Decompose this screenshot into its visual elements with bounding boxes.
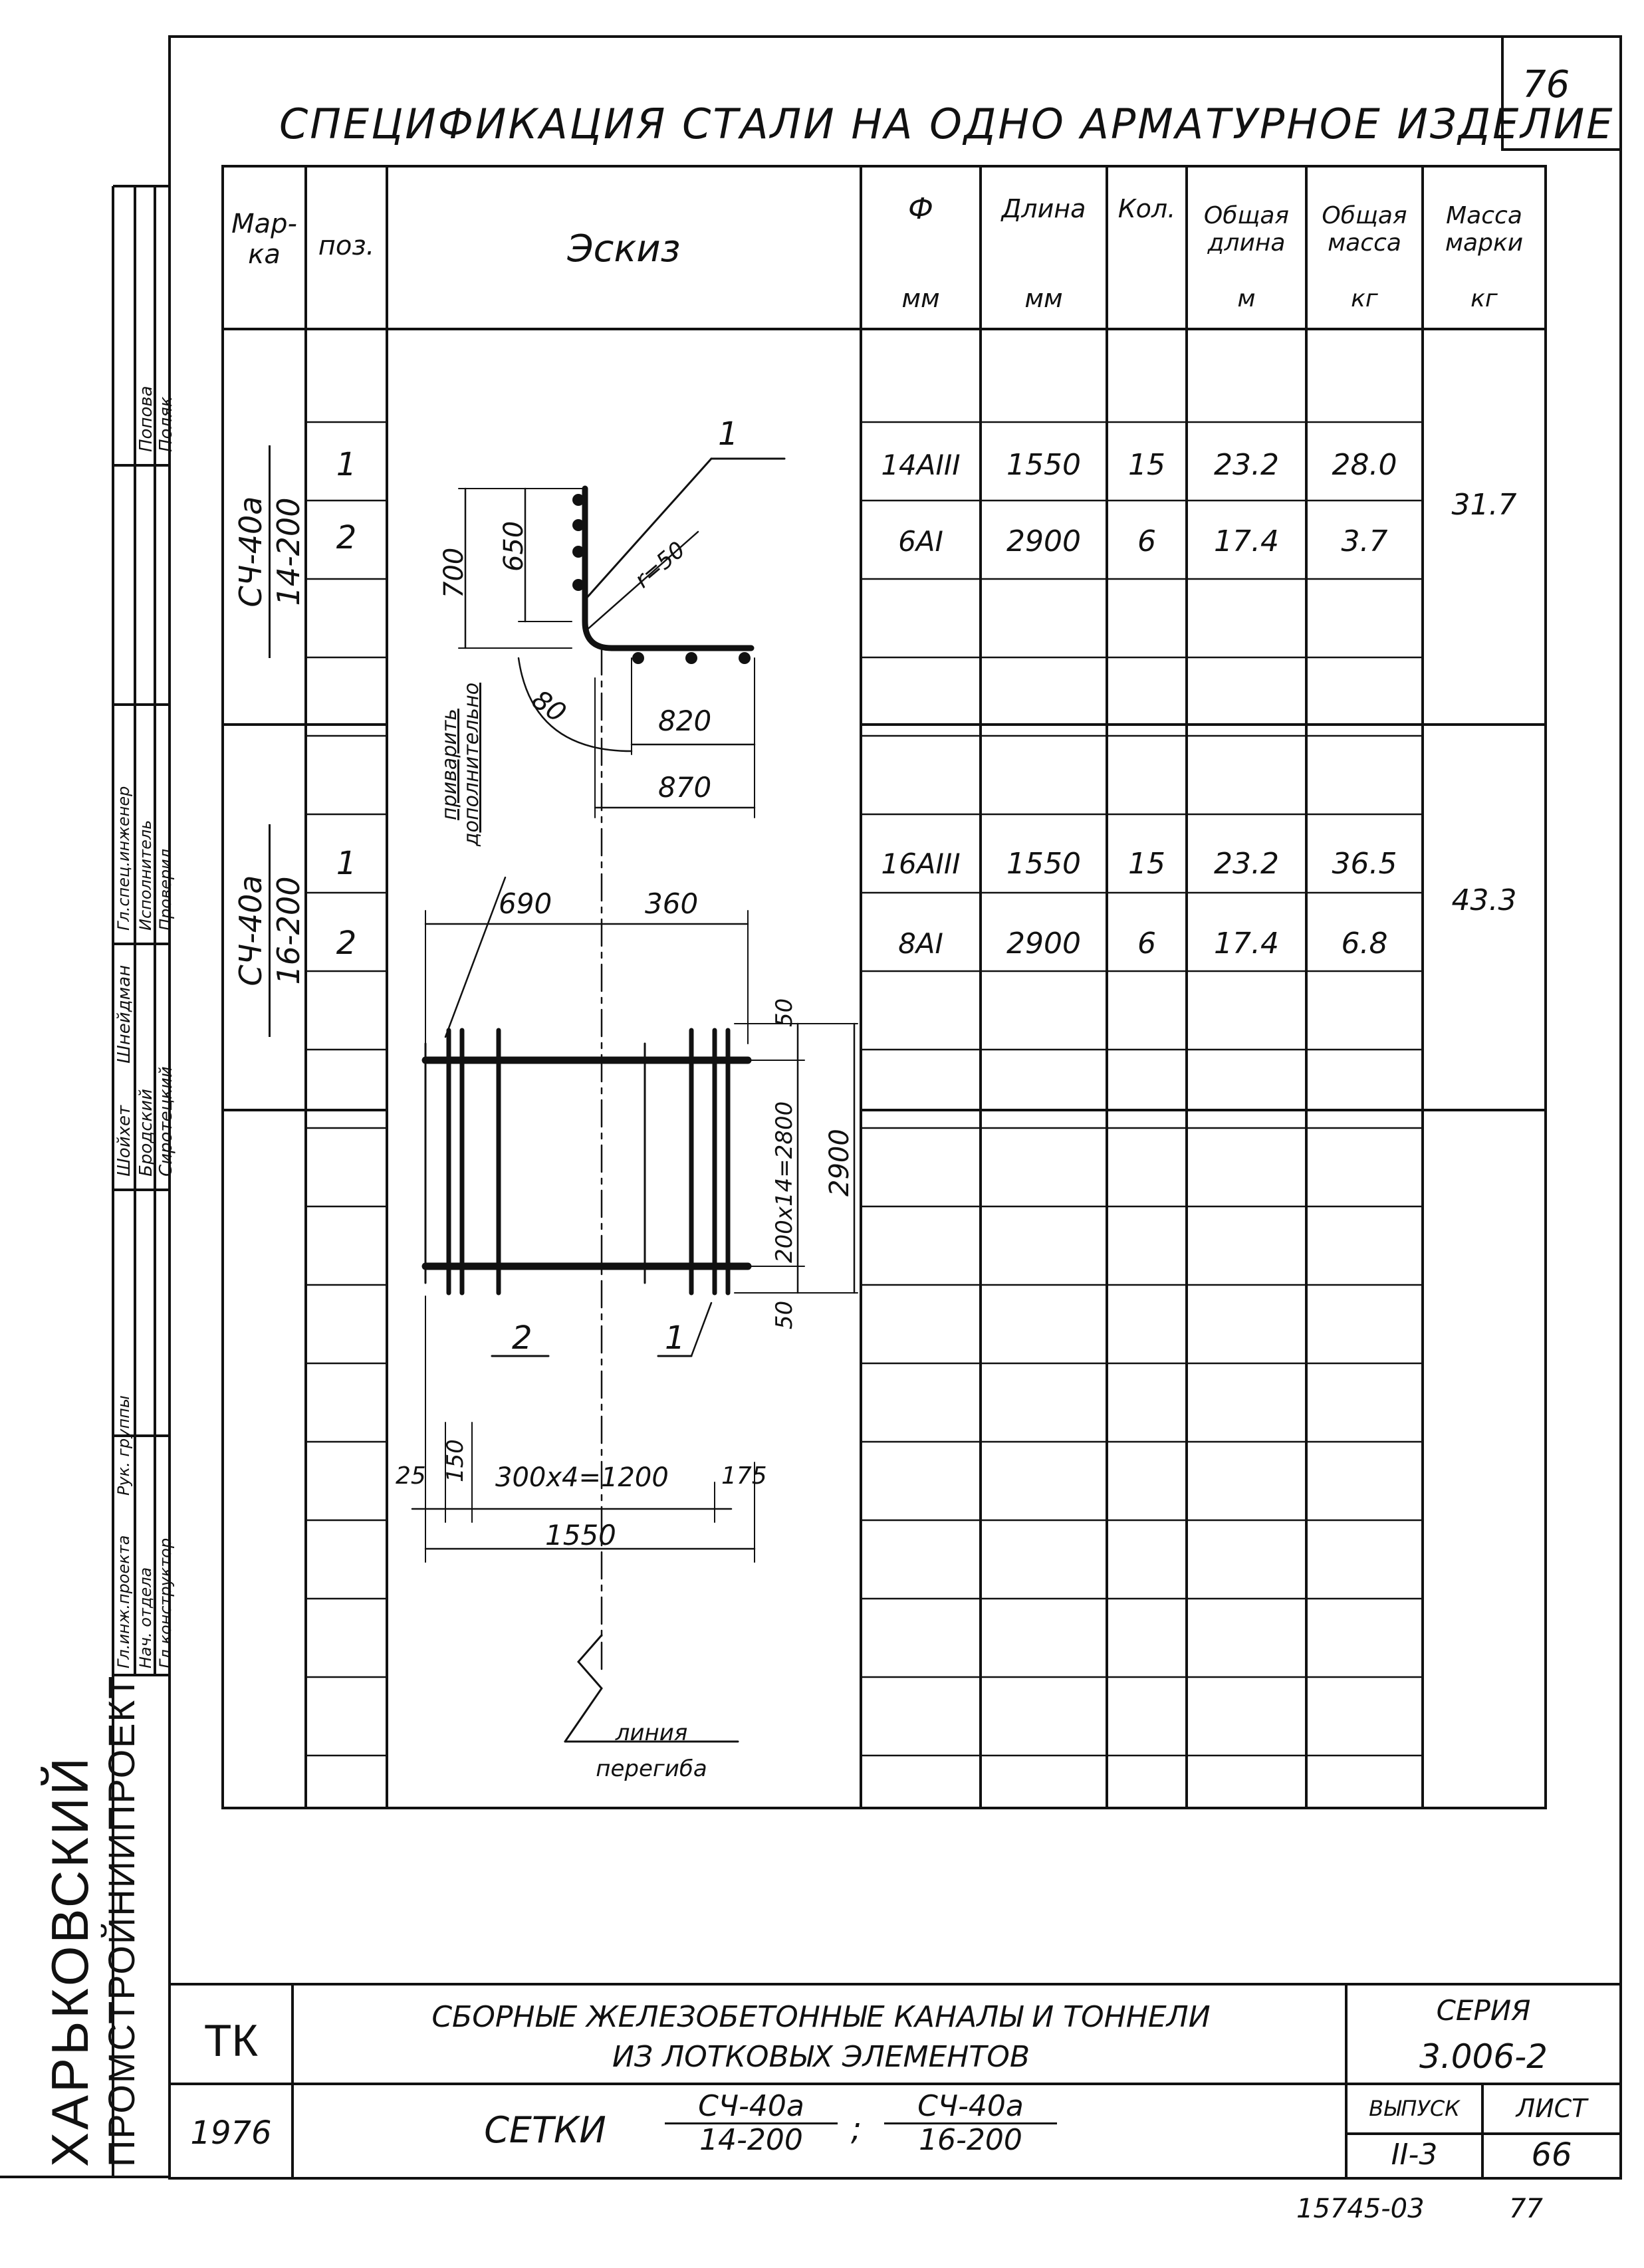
role2-2: Исполнитель <box>136 820 155 931</box>
header-mark-mass: Масса марки <box>1445 201 1524 257</box>
mark-1-bottom: 14-200 <box>271 497 306 606</box>
tb-sheet-label: ЛИСТ <box>1516 2093 1587 2123</box>
role2-1: Гл.спец.инженер <box>114 786 133 931</box>
mark-2-tlen-1: 23.2 <box>1214 846 1279 881</box>
tb-series-label: СЕРИЯ <box>1436 1993 1531 2027</box>
header-mark-mass-unit: кг <box>1470 285 1498 313</box>
dim-80: 80 <box>526 684 572 729</box>
org-name-line1: ХАРЬКОВСКИЙ <box>41 1755 99 2167</box>
header-poz: поз. <box>318 231 375 261</box>
dim-25: 25 <box>396 1462 426 1490</box>
archive-code: 15745-03 <box>1296 2194 1425 2224</box>
mark-2-qty-2: 6 <box>1137 926 1156 961</box>
dim-50-bottom: 50 <box>771 1300 798 1329</box>
mark-2-len-1: 1550 <box>1006 846 1081 881</box>
tb-sheet-title: СЕТКИ <box>484 2108 606 2151</box>
tb-frac2-top: СЧ-40а <box>884 2091 1057 2124</box>
org-name-line2: ПРОМСТРОЙНИИПРОЕКТ <box>100 1674 142 2167</box>
surname-4: Шнейдман <box>114 964 134 1064</box>
role-3: Гл.конструктор <box>156 1537 175 1668</box>
header-length-unit: мм <box>1024 284 1063 314</box>
header-total-mass-unit: кг <box>1351 285 1378 313</box>
mark-2-poz-1: 1 <box>336 845 357 883</box>
header-diameter: Ф <box>908 191 933 226</box>
tb-frac1-top: СЧ-40а <box>665 2091 838 2124</box>
tb-project-line2: ИЗ ЛОТКОВЫХ ЭЛЕМЕНТОВ <box>612 2039 1030 2074</box>
mark-2-label <box>233 824 306 1037</box>
mark-1-diam-1: 14АIII <box>881 448 961 481</box>
header-eskiz: Эскиз <box>567 227 681 271</box>
sketch-pos1-label: 1 <box>665 1319 685 1357</box>
mark-1-len-1: 1550 <box>1006 447 1081 482</box>
mark-1-poz-2: 2 <box>336 519 357 557</box>
mark-2-tmass-1: 36.5 <box>1332 846 1397 881</box>
bend-line-label: линия перегиба <box>596 1720 707 1783</box>
role-2: Нач. отдела <box>136 1567 155 1668</box>
tb-frac1-bottom: 14-200 <box>699 2123 803 2158</box>
dim-175: 175 <box>721 1462 767 1490</box>
mark-2-qty-1: 15 <box>1128 846 1165 881</box>
surname-1: Шойхет <box>114 1105 134 1177</box>
tb-year: 1976 <box>190 2114 272 2152</box>
mark-2-bottom: 16-200 <box>271 876 306 985</box>
header-total-mass: Общая масса <box>1322 201 1407 257</box>
mark-2-poz-2: 2 <box>336 925 357 963</box>
page-number: 77 <box>1509 2194 1543 2224</box>
mark-2-tmass-2: 6.8 <box>1341 926 1388 961</box>
role-1: Гл.инж.проекта <box>114 1535 133 1668</box>
header-length: Длина <box>1001 194 1086 224</box>
tb-sheet-value: 66 <box>1531 2136 1572 2174</box>
mark-1-len-2: 2900 <box>1006 524 1081 558</box>
header-total-length: Общая длина <box>1203 201 1290 257</box>
mark-1-mass: 31.7 <box>1451 487 1517 522</box>
mark-1-qty-2: 6 <box>1137 524 1156 558</box>
header-diameter-unit: мм <box>901 284 940 314</box>
mark-1-tlen-2: 17.4 <box>1214 524 1279 558</box>
mark-1-tlen-1: 23.2 <box>1214 447 1279 482</box>
mark-1-label <box>233 445 306 658</box>
tb-series-value: 3.006-2 <box>1419 2037 1548 2077</box>
dim-50-top: 50 <box>771 998 798 1027</box>
mark-1-qty-1: 15 <box>1128 447 1165 482</box>
dim-300x4: 300х4=1200 <box>495 1462 669 1493</box>
tb-code: ТК <box>203 2015 259 2066</box>
dim-1550: 1550 <box>545 1519 616 1551</box>
tb-sep: ; <box>851 2110 862 2148</box>
mark-1-diam-2: 6АI <box>898 524 943 558</box>
tb-frac2 <box>884 2091 1057 2157</box>
mark-2-len-2: 2900 <box>1006 926 1081 961</box>
role-4: Рук. группы <box>114 1395 133 1496</box>
mark-2-top: СЧ-40а <box>233 824 271 1037</box>
corner-sheet-number: 76 <box>1522 63 1570 106</box>
surname-3: Сиротецкий <box>156 1066 176 1177</box>
dim-2900: 2900 <box>824 1129 855 1196</box>
role2-3: Проверил <box>156 848 175 931</box>
mark-2-diam-2: 8АI <box>898 927 943 960</box>
dim-150: 150 <box>442 1439 469 1482</box>
tb-project-line1: СБОРНЫЕ ЖЕЛЕЗОБЕТОННЫЕ КАНАЛЫ И ТОННЕЛИ <box>431 1999 1211 2034</box>
mark-1-tmass-2: 3.7 <box>1341 524 1388 558</box>
tb-frac1 <box>665 2091 838 2157</box>
dim-650: 650 <box>499 520 529 572</box>
tb-issue-label: ВЫПУСК <box>1369 2096 1460 2122</box>
mark-2-tlen-2: 17.4 <box>1214 926 1279 961</box>
dim-700: 700 <box>439 547 469 598</box>
page-title: СПЕЦИФИКАЦИЯ СТАЛИ НА ОДНО АРМАТУРНОЕ ИЗДЕЛИЕ <box>279 100 1615 148</box>
tb-issue-value: II-3 <box>1391 2138 1438 2172</box>
header-total-length-unit: м <box>1237 285 1256 313</box>
sketch-pos1-label-top: 1 <box>718 415 739 453</box>
tb-frac2-bottom: 16-200 <box>919 2123 1022 2158</box>
mark-1-tmass-1: 28.0 <box>1332 447 1397 482</box>
dim-200x14: 200х14=2800 <box>771 1101 798 1263</box>
dim-690: 690 <box>499 887 552 920</box>
header-marka: Мар-ка <box>231 209 297 270</box>
mark-2-mass: 43.3 <box>1451 883 1517 917</box>
mark-1-top: СЧ-40а <box>233 445 271 658</box>
dim-820: 820 <box>658 705 712 737</box>
header-qty: Кол. <box>1117 194 1176 224</box>
dim-360: 360 <box>645 887 699 920</box>
dim-870: 870 <box>658 771 712 804</box>
note-weld: приварить дополнительно <box>438 682 483 847</box>
surname2-2: Поляк <box>156 396 176 452</box>
mark-2-diam-1: 16АIII <box>881 847 961 880</box>
dim-radius: r=50 <box>630 536 691 594</box>
surname-2: Бродский <box>136 1088 156 1177</box>
mark-1-poz-1: 1 <box>336 446 357 484</box>
sketch-pos2-label: 2 <box>512 1319 532 1357</box>
surname2-1: Попова <box>136 386 156 452</box>
